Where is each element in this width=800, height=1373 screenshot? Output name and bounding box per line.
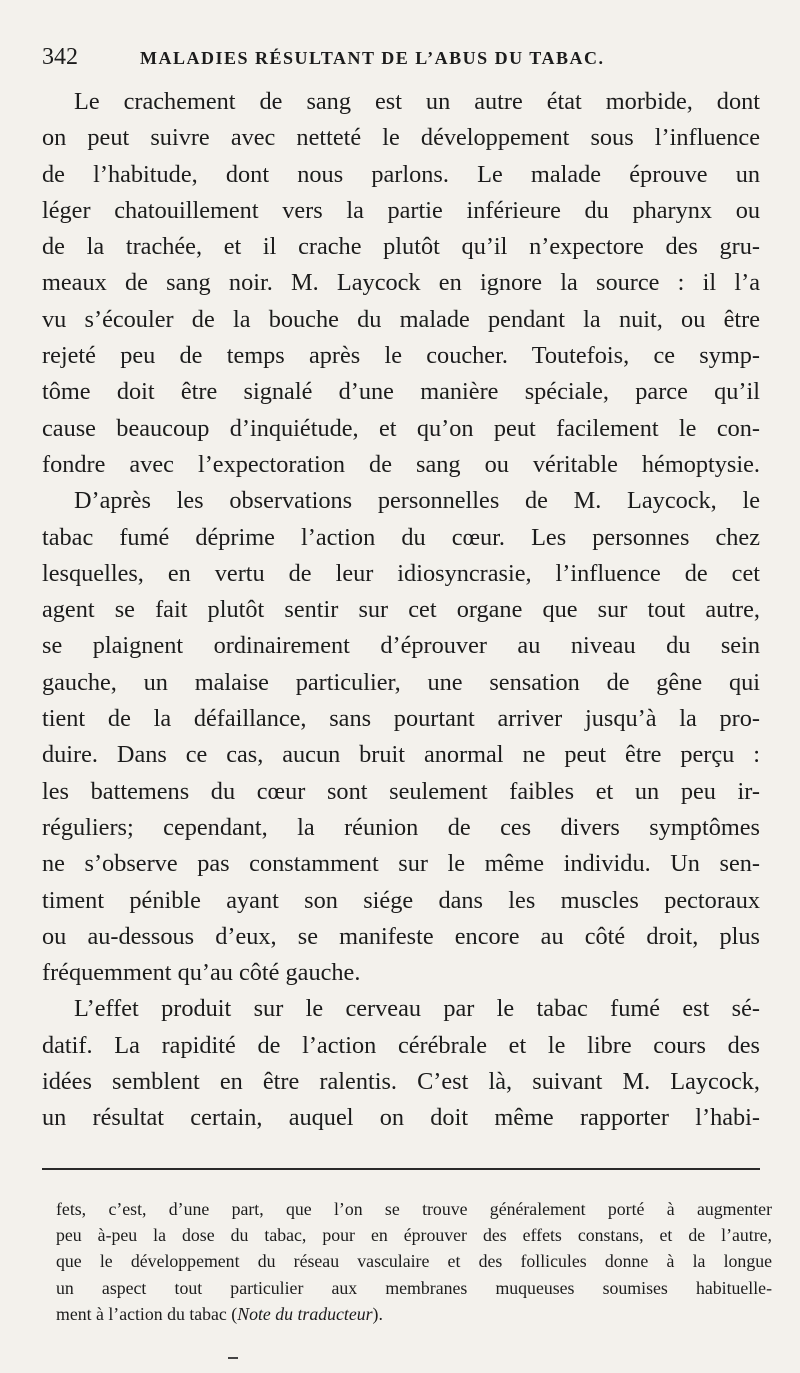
footnote-line: peu à-peu la dose du tabac, pour en éprouver des effets constans, et de l’autre, bbox=[56, 1225, 772, 1246]
text-line: fondre avec l’expectoration de sang ou véritable hémoptysie. bbox=[42, 450, 760, 478]
text-line: meaux de sang noir. M. Laycock en ignore la source : il l’a bbox=[42, 269, 760, 297]
paragraph-3 bbox=[42, 991, 760, 1136]
text-line: timent pénible ayant son siége dans les muscles pectoraux bbox=[42, 886, 760, 914]
footnote-line: que le développement du réseau vasculaire et des follicules donne à la longue bbox=[56, 1251, 772, 1272]
footnote-rule bbox=[42, 1168, 760, 1170]
text-line: agent se fait plutôt sentir sur cet organe que sur tout autre, bbox=[42, 596, 760, 624]
footnote-last-line bbox=[56, 1301, 772, 1327]
text-line: les battemens du cœur sont seulement faibles et un peu ir- bbox=[42, 777, 760, 805]
text-line: rejeté peu de temps après le coucher. Toutefois, ce symp- bbox=[42, 342, 760, 370]
page-header bbox=[40, 44, 760, 74]
text-line: léger chatouillement vers la partie inférieure du pharynx ou bbox=[42, 196, 760, 224]
text-line: se plaignent ordinairement d’éprouver au niveau du sein bbox=[42, 632, 760, 660]
footnote-line: un aspect tout particulier aux membranes muqueuses soumises habituelle- bbox=[56, 1277, 772, 1298]
printer-mark bbox=[228, 1357, 238, 1359]
translator-note-label: Note du traducteur bbox=[237, 1303, 373, 1324]
text-line: ou au-dessous d’eux, se manifeste encore au côté droit, plus bbox=[42, 922, 760, 950]
text-line: gauche, un malaise particulier, une sensation de gêne qui bbox=[42, 668, 760, 696]
text-line: Le crachement de sang est un autre état morbide, dont bbox=[74, 88, 760, 115]
text-line: tabac fumé déprime l’action du cœur. Les personnes chez bbox=[42, 523, 760, 551]
footnote bbox=[56, 1196, 772, 1327]
running-title: MALADIES RÉSULTANT DE L’ABUS DU TABAC. bbox=[140, 48, 605, 68]
text-line: D’après les observations personnelles de M. Laycock, le bbox=[74, 487, 760, 515]
text-line: idées semblent en être ralentis. C’est là, suivant M. Laycock, bbox=[42, 1068, 760, 1096]
text-line: de l’habitude, dont nous parlons. Le malade éprouve un bbox=[42, 160, 760, 188]
text-line: datif. La rapidité de l’action cérébrale et le libre cours des bbox=[42, 1031, 760, 1059]
footnote-text: ). bbox=[372, 1303, 383, 1324]
text-line: duire. Dans ce cas, aucun bruit anormal ne peut être perçu : bbox=[42, 741, 760, 769]
text-line: lesquelles, en vertu de leur idiosyncrasie, l’influence de cet bbox=[42, 559, 760, 587]
text-line: vu s’écouler de la bouche du malade pendant la nuit, ou être bbox=[42, 305, 760, 333]
text-line: L’effet produit sur le cerveau par le tabac fumé est sé- bbox=[74, 995, 760, 1023]
text-line: cause beaucoup d’inquiétude, et qu’on peut facilement le con- bbox=[42, 414, 760, 442]
paragraph-2 bbox=[42, 483, 760, 991]
text-line: réguliers; cependant, la réunion de ces divers symptômes bbox=[42, 813, 760, 841]
text-line: ne s’observe pas constamment sur le même individu. Un sen- bbox=[42, 850, 760, 878]
text-line: tôme doit être signalé d’une manière spéciale, parce qu’il bbox=[42, 378, 760, 406]
text-line: on peut suivre avec netteté le développement sous l’influence bbox=[42, 124, 760, 152]
paragraph-1 bbox=[42, 84, 760, 483]
text-line: un résultat certain, auquel on doit même rapporter l’habi- bbox=[42, 1104, 760, 1132]
body-text bbox=[42, 84, 760, 1137]
text-line: tient de la défaillance, sans pourtant arriver jusqu’à la pro- bbox=[42, 705, 760, 733]
text-line: fréquemment qu’au côté gauche. bbox=[42, 959, 361, 987]
footnote-line: fets, c’est, d’une part, que l’on se trouve généralement porté à augmenter bbox=[56, 1199, 772, 1219]
page-number: 342 bbox=[42, 44, 78, 70]
footnote-text: ment à l’action du tabac ( bbox=[56, 1303, 238, 1324]
text-line: de la trachée, et il crache plutôt qu’il n’expectore des gru- bbox=[42, 233, 760, 261]
